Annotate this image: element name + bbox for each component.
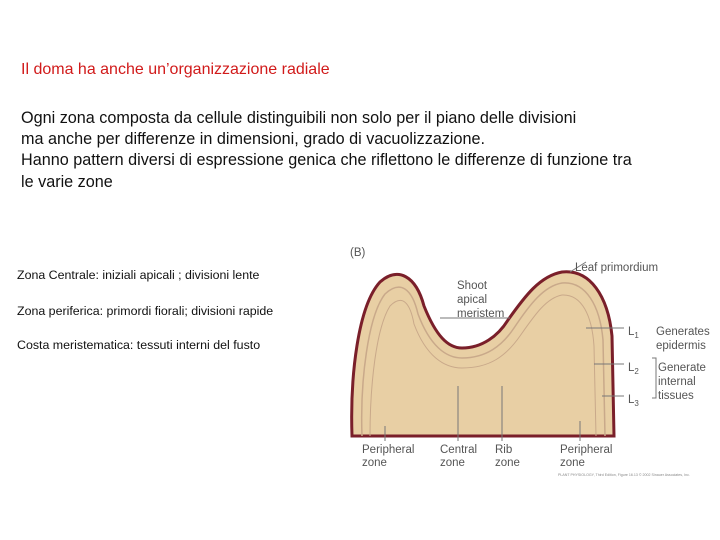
central-zone-label: zone (440, 457, 465, 469)
description-paragraph (21, 108, 711, 193)
zone-rib-text: Costa meristematica: tessuti interni del fusto (17, 338, 261, 352)
shoot-apical-meristem-figure (340, 236, 720, 481)
layer-l3-label: $L_3$ (628, 394, 639, 408)
peripheral-zone-left-label: Peripheral (362, 444, 415, 456)
layer-l1-label: $L_1$ (628, 326, 639, 340)
peripheral-zone-right-label: zone (560, 457, 585, 469)
peripheral-zone-right-label: Peripheral (560, 444, 613, 456)
paragraph-line: Ogni zona composta da cellule distinguibili non solo per il piano delle divisioni (21, 109, 577, 127)
panel-label: (B) (350, 247, 366, 259)
meristem-diagram (340, 236, 720, 481)
central-zone-label: Central (440, 444, 478, 456)
apical-label: apical (457, 294, 488, 306)
paragraph-line: ma anche per differenze in dimensioni, grado di vacuolizzazione. (21, 130, 486, 149)
zone-peripheral-text: Zona periferica: primordi fiorali; divisioni rapide (17, 304, 274, 318)
generate-internal-label: Generate (658, 362, 706, 374)
internal-tissues-bracket (652, 358, 656, 398)
figure-credit: PLANT PHYSIOLOGY, Third Edition, Figure 16.13 © 2002 Sinauer Associates, Inc. (558, 473, 690, 477)
paragraph-line: le varie zone (21, 172, 113, 191)
generate-internal-label: internal (658, 376, 696, 388)
shoot-label: Shoot (457, 280, 488, 292)
paragraph-line: Hanno pattern diversi di espressione genica che riflettono le differenze di funzione tra (21, 151, 632, 170)
meristem-label: meristem (457, 308, 505, 320)
rib-zone-label: zone (495, 457, 520, 469)
peripheral-zone-left-label: zone (362, 457, 387, 469)
rib-zone-label: Rib (495, 444, 513, 456)
zone-central-text: Zona Centrale: iniziali apicali ; divisioni lente (17, 268, 260, 282)
generate-internal-label: tissues (658, 390, 694, 402)
slide-title: Il doma ha anche un’organizzazione radiale (21, 61, 330, 78)
generates-epidermis-label: Generates (656, 326, 710, 338)
generates-epidermis-label: epidermis (656, 340, 706, 352)
layer-l2-label: $L_2$ (628, 362, 639, 376)
leaf-primordium-label: Leaf primordium (575, 262, 659, 274)
